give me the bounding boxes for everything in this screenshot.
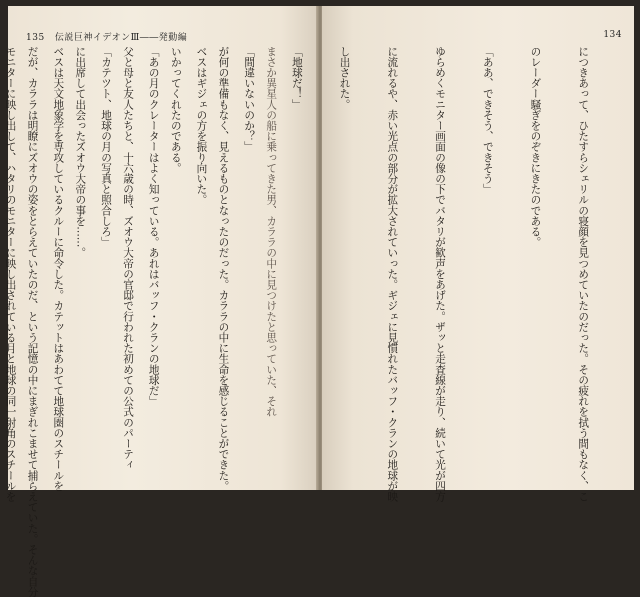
text-line: モニターに映し出して、ハタリのモニターに映し出されている月と地球の同一射角のスチールを	[4, 46, 17, 502]
text-line: 「間違いないのか？」	[243, 46, 256, 152]
text-line: 「ああ、できそう、できそう」	[481, 46, 494, 195]
text-line: いかってくれたのである。	[169, 46, 182, 174]
text-line: 「地球だ！」	[290, 46, 303, 110]
text-line: ゆらめくモニター画面の像の下でバタリが歓声をあげた。ザッと走査線が走り、続いて光が四方	[434, 46, 447, 502]
text-line: 「カテツト、地球の月の写真と照合しろ」	[100, 46, 112, 248]
text-line: ベスはギジェの方を振り向いた。	[195, 46, 208, 205]
text-line: まさか異星人の船に乗ってきた男、カララの中に見つけたと思っていた、それ	[265, 46, 278, 417]
left-page-header	[26, 30, 187, 43]
text-line: が何の準備もなく、見えるものとなったのだった。カララの中に生命を感じることができた。	[217, 46, 230, 492]
text-line: 「あの月のクレーターはよく知っている。あれはバッフ・クランの地球だ」	[147, 46, 160, 407]
text-line: に出席して出会ったズオウ大帝の事を……。	[74, 46, 87, 258]
text-line: ベスは天文地象学を専攻しているクルーに命令した。カテットはあわてて地球圏のスチールを	[52, 46, 65, 492]
left-page-number: 135	[26, 33, 45, 43]
text-line: のレーダー騒ぎをのぞきにきたのである。	[529, 46, 542, 248]
right-page-number: 134	[603, 30, 622, 40]
text-line: に流れるや、赤い光点の部分が拡大されていった。ギジェに見慣れたバッフ・クランの地球が映	[386, 46, 399, 502]
text-line: だが、カララは明瞭にズオウの姿をとらえていたのだ、という記憶の中にまぎれこませて捕らえていた。そんな自分	[26, 46, 39, 597]
running-title: 伝説巨神イデオンⅢ――発動編	[54, 33, 188, 43]
text-line: につきあって、ひたすらシェリルの寝顔を見つめていたのだった。その疲れを拭う間もなく、こ	[577, 46, 590, 502]
text-line: し出された。	[338, 46, 351, 110]
text-line: 父と母と友人たちと、十六歳の時、ズオウ大帝の官邸で行われた初めての公式のパーティ	[122, 46, 135, 470]
